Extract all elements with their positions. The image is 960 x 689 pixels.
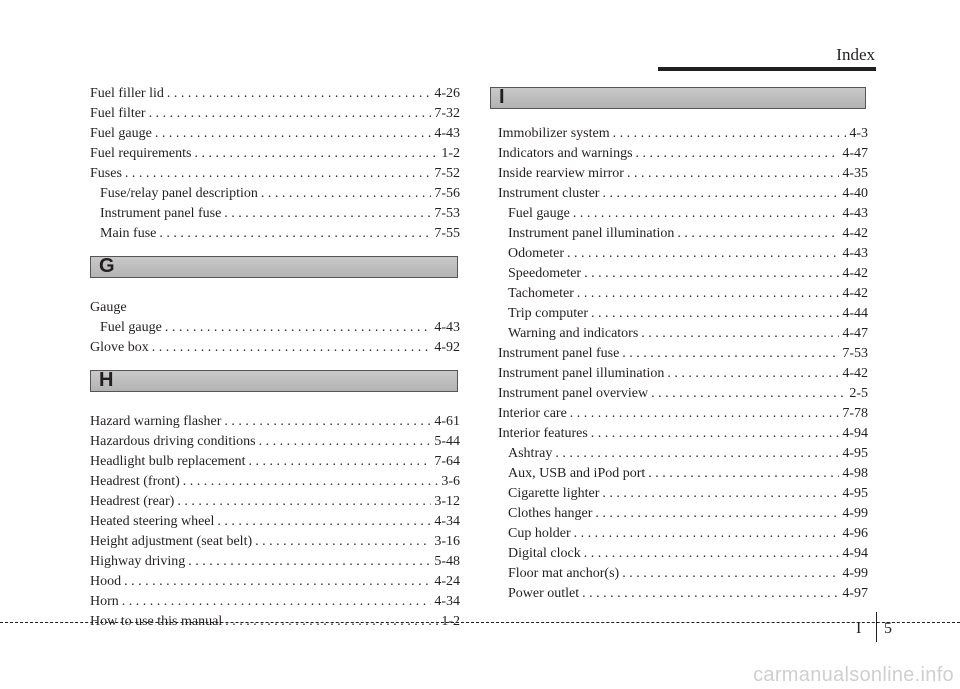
index-entry-page: 4-42	[842, 226, 868, 241]
index-entry-page: 4-47	[842, 326, 868, 341]
index-entry	[498, 244, 868, 264]
index-entry-name: Instrument panel fuse	[498, 346, 620, 361]
index-entry	[498, 424, 868, 444]
dot-leader	[165, 318, 432, 338]
dot-leader	[177, 492, 431, 512]
index-entry-page: 7-53	[842, 346, 868, 361]
index-entry-page: 4-40	[842, 186, 868, 201]
index-entry	[498, 284, 868, 304]
index-heading-gauge: Gauge	[90, 300, 127, 315]
index-entry-name: Heated steering wheel	[90, 514, 215, 529]
index-entry-name: Floor mat anchor(s)	[508, 566, 620, 581]
index-entry	[498, 484, 868, 504]
index-entry-page: 4-92	[434, 340, 460, 355]
index-entry-name: Hazardous driving conditions	[90, 434, 256, 449]
index-entry-name: Headrest (front)	[90, 474, 180, 489]
dot-leader	[261, 184, 431, 204]
index-entry	[498, 184, 868, 204]
dot-leader	[574, 524, 840, 544]
index-entry-name: Fuel filter	[90, 106, 146, 121]
index-entry	[90, 338, 460, 358]
footer-divider	[876, 612, 877, 642]
index-entry	[90, 84, 460, 104]
index-entry	[90, 184, 460, 204]
index-entry-page: 7-56	[434, 186, 460, 201]
index-entry-page: 1-2	[441, 146, 460, 161]
index-entry	[90, 124, 460, 144]
footer-page-number: 5	[884, 620, 892, 637]
section-header-h	[90, 370, 458, 392]
index-entry-name: Horn	[90, 594, 119, 609]
dot-leader	[602, 184, 839, 204]
index-entry-name: Trip computer	[508, 306, 588, 321]
index-entry-page: 7-52	[434, 166, 460, 181]
index-entry-page: 4-95	[842, 446, 868, 461]
footer-section-letter: I	[856, 620, 862, 637]
index-list-h	[90, 412, 460, 632]
index-entry-page: 4-26	[434, 86, 460, 101]
header-rule	[658, 67, 876, 71]
index-entry-name: Fuel filler lid	[90, 86, 164, 101]
footer-rule	[0, 622, 960, 623]
section-letter-h: H	[99, 369, 114, 391]
dot-leader	[125, 164, 431, 184]
index-entry-name: Power outlet	[508, 586, 580, 601]
index-column-right	[498, 124, 868, 604]
dot-leader	[584, 264, 839, 284]
index-entry	[90, 572, 460, 592]
index-entry	[90, 512, 460, 532]
index-entry-name: Tachometer	[508, 286, 574, 301]
index-entry	[90, 592, 460, 612]
index-entry-name: Digital clock	[508, 546, 581, 561]
index-entry-page: 4-43	[842, 246, 868, 261]
index-entry-page: 4-35	[842, 166, 868, 181]
index-entry	[498, 304, 868, 324]
index-entry-page: 4-34	[434, 594, 460, 609]
watermark-text: carmanualsonline.info	[753, 664, 954, 686]
dot-leader	[622, 344, 839, 364]
index-entry-name: Fuel gauge	[90, 126, 152, 141]
dot-leader	[648, 464, 839, 484]
dot-leader	[124, 572, 431, 592]
dot-leader	[155, 124, 432, 144]
index-entry-name: Main fuse	[100, 226, 157, 241]
index-entry	[498, 224, 868, 244]
index-entry	[90, 318, 460, 338]
index-entry-name: Instrument panel illumination	[498, 366, 665, 381]
index-entry-name: Immobilizer system	[498, 126, 610, 141]
index-entry-page: 1-2	[441, 614, 460, 629]
index-entry	[90, 164, 460, 184]
index-entry	[498, 124, 868, 144]
index-entry	[498, 164, 868, 184]
index-entry	[498, 524, 868, 544]
dot-leader	[582, 584, 839, 604]
index-entry-name: Fuel gauge	[100, 320, 162, 335]
index-entry-name: Instrument panel fuse	[100, 206, 222, 221]
index-entry-name: Inside rearview mirror	[498, 166, 624, 181]
index-entry-page: 3-12	[434, 494, 460, 509]
index-entry-name: Cigarette lighter	[508, 486, 600, 501]
index-list-i	[498, 124, 868, 604]
page-header-title: Index	[836, 45, 875, 64]
dot-leader	[217, 512, 431, 532]
index-entry-page: 5-48	[434, 554, 460, 569]
index-entry-page: 4-43	[434, 320, 460, 335]
index-entry-page: 4-47	[842, 146, 868, 161]
index-entry-name: Fuel gauge	[508, 206, 570, 221]
section-letter-i: I	[499, 86, 505, 108]
index-entry	[498, 324, 868, 344]
dot-leader	[636, 144, 840, 164]
index-entry-name: Indicators and warnings	[498, 146, 633, 161]
index-entry-name: Odometer	[508, 246, 564, 261]
index-entry-page: 4-96	[842, 526, 868, 541]
index-entry-page: 3-16	[434, 534, 460, 549]
dot-leader	[249, 452, 432, 472]
dot-leader	[183, 472, 439, 492]
index-entry-page: 4-99	[842, 566, 868, 581]
index-entry-name: Fuses	[90, 166, 122, 181]
index-entry	[498, 444, 868, 464]
index-entry	[90, 492, 460, 512]
dot-leader	[622, 564, 839, 584]
index-entry	[90, 532, 460, 552]
index-entry-page: 4-99	[842, 506, 868, 521]
index-entry-page: 4-94	[842, 426, 868, 441]
index-entry	[498, 264, 868, 284]
index-entry-name: Hazard warning flasher	[90, 414, 222, 429]
dot-leader	[149, 104, 432, 124]
dot-leader	[627, 164, 839, 184]
index-entry-page: 4-43	[842, 206, 868, 221]
index-entry	[90, 432, 460, 452]
index-entry-page: 4-97	[842, 586, 868, 601]
dot-leader	[122, 592, 432, 612]
dot-leader	[595, 504, 839, 524]
dot-leader	[194, 144, 438, 164]
section-header-g	[90, 256, 458, 278]
index-entry-name: Instrument panel illumination	[508, 226, 675, 241]
dot-leader	[188, 552, 431, 572]
index-entry-page: 3-6	[441, 474, 460, 489]
index-entry	[498, 544, 868, 564]
index-entry-name: Cup holder	[508, 526, 571, 541]
index-entry	[90, 412, 460, 432]
index-entry	[498, 364, 868, 384]
index-list-f	[90, 84, 460, 244]
index-entry-name: Clothes hanger	[508, 506, 593, 521]
index-entry-name: Warning and indicators	[508, 326, 639, 341]
index-entry	[90, 204, 460, 224]
index-entry-page: 7-53	[434, 206, 460, 221]
index-entry	[498, 404, 868, 424]
index-entry-name: Interior care	[498, 406, 567, 421]
dot-leader	[591, 424, 840, 444]
dot-leader	[651, 384, 846, 404]
dot-leader	[224, 204, 431, 224]
index-list-g	[90, 318, 460, 358]
index-entry-page: 7-78	[842, 406, 868, 421]
index-entry-name: How to use this manual	[90, 614, 223, 629]
index-entry-page: 7-32	[434, 106, 460, 121]
index-entry-page: 4-42	[842, 286, 868, 301]
dot-leader	[577, 284, 839, 304]
dot-leader	[224, 412, 431, 432]
index-entry-name: Height adjustment (seat belt)	[90, 534, 253, 549]
index-entry-page: 7-55	[434, 226, 460, 241]
index-entry	[90, 104, 460, 124]
index-entry	[498, 564, 868, 584]
dot-leader	[591, 304, 839, 324]
dot-leader	[584, 544, 840, 564]
index-entry-name: Interior features	[498, 426, 588, 441]
index-entry-name: Highway driving	[90, 554, 186, 569]
dot-leader	[259, 432, 432, 452]
index-entry-page: 4-43	[434, 126, 460, 141]
index-entry-name: Speedometer	[508, 266, 582, 281]
index-entry	[90, 144, 460, 164]
index-entry-name: Ashtray	[508, 446, 553, 461]
dot-leader	[573, 204, 840, 224]
dot-leader	[602, 484, 839, 504]
index-entry-name: Headrest (rear)	[90, 494, 175, 509]
index-entry-name: Instrument panel overview	[498, 386, 649, 401]
index-entry-name: Aux, USB and iPod port	[508, 466, 646, 481]
index-entry	[498, 384, 868, 404]
index-entry-page: 4-34	[434, 514, 460, 529]
index-entry	[498, 504, 868, 524]
index-entry-page: 2-5	[849, 386, 868, 401]
index-entry-name: Fuse/relay panel description	[100, 186, 258, 201]
index-entry	[498, 344, 868, 364]
index-entry	[90, 224, 460, 244]
dot-leader	[152, 338, 432, 358]
index-entry	[498, 144, 868, 164]
index-entry	[90, 472, 460, 492]
index-entry-name: Hood	[90, 574, 122, 589]
index-entry-page: 4-98	[842, 466, 868, 481]
index-entry	[498, 464, 868, 484]
index-entry-page: 4-94	[842, 546, 868, 561]
index-entry-page: 4-42	[842, 266, 868, 281]
dot-leader	[255, 532, 431, 552]
dot-leader	[567, 244, 839, 264]
index-entry	[498, 584, 868, 604]
dot-leader	[555, 444, 839, 464]
index-entry-name: Fuel requirements	[90, 146, 192, 161]
dot-leader	[570, 404, 840, 424]
index-entry	[90, 452, 460, 472]
dot-leader	[677, 224, 839, 244]
index-entry-name: Headlight bulb replacement	[90, 454, 246, 469]
index-entry-page: 4-42	[842, 366, 868, 381]
index-entry-name: Glove box	[90, 340, 149, 355]
index-column-left	[90, 84, 460, 632]
section-letter-g: G	[99, 255, 115, 277]
index-entry-page: 5-44	[434, 434, 460, 449]
index-entry-page: 4-3	[849, 126, 868, 141]
dot-leader	[667, 364, 839, 384]
dot-leader	[641, 324, 839, 344]
index-entry-name: Instrument cluster	[498, 186, 600, 201]
index-entry-page: 7-64	[434, 454, 460, 469]
index-entry-page: 4-24	[434, 574, 460, 589]
section-header-i	[490, 87, 866, 109]
dot-leader	[159, 224, 431, 244]
index-entry	[90, 552, 460, 572]
index-entry	[498, 204, 868, 224]
index-entry-page: 4-95	[842, 486, 868, 501]
index-entry-page: 4-61	[434, 414, 460, 429]
index-entry-page: 4-44	[842, 306, 868, 321]
dot-leader	[613, 124, 847, 144]
dot-leader	[167, 84, 431, 104]
